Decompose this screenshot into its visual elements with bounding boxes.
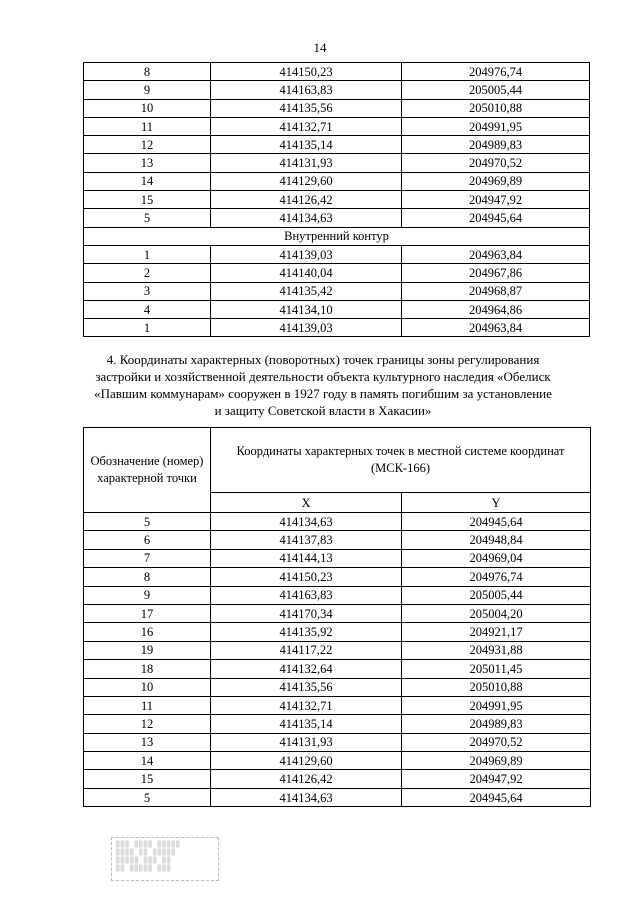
table-row [84,660,591,678]
x-coordinate-cell: 414129,60 [211,752,402,770]
x-coordinate-cell: 414140,04 [211,264,402,282]
x-coordinate-cell: 414139,03 [211,319,402,337]
table-row [84,733,591,751]
y-coordinate-cell: 205011,45 [402,660,591,678]
table-row [84,568,591,586]
point-number-cell: 10 [84,99,211,117]
y-coordinate-cell: 204963,84 [402,245,590,263]
point-number-cell: 14 [84,172,211,190]
x-coordinate-cell: 414129,60 [211,172,402,190]
y-coordinate-cell: 204948,84 [402,531,591,549]
coordinates-table-continued [83,62,590,337]
y-coordinate-cell: 204963,84 [402,319,590,337]
document-stamp: ▒▒▒ ▒▒▒▒ ▒▒▒▒▒ ▒▒▒▒ ▒▒ ▒▒▒▒▒ ▒▒▒▒▒ ▒▒▒ ▒▒ ▒▒ ▒▒▒▒▒ ▒▒▒ [111,837,219,881]
x-coordinate-cell: 414150,23 [211,63,402,81]
table-row [84,117,590,135]
point-number-cell: 15 [84,770,211,788]
point-number-cell: 8 [84,63,211,81]
point-number-cell: 10 [84,678,211,696]
table2-body [84,513,591,807]
point-number-cell: 5 [84,788,211,806]
y-coordinate-cell: 204947,92 [402,770,591,788]
point-number-cell: 15 [84,191,211,209]
table-row [84,715,591,733]
boundary-coordinates-table [83,427,591,807]
table-row [84,770,591,788]
x-coordinate-cell: 414163,83 [211,586,402,604]
y-coordinate-cell: 204989,83 [402,136,590,154]
y-coordinate-cell: 204921,17 [402,623,591,641]
y-coordinate-cell: 204970,52 [402,733,591,751]
table-row [84,604,591,622]
y-coordinate-cell: 204968,87 [402,282,590,300]
point-number-cell: 5 [84,209,211,227]
y-coordinate-cell: 204947,92 [402,191,590,209]
header-x: X [211,493,402,513]
inner-contour-row [84,227,590,245]
x-coordinate-cell: 414132,71 [211,117,402,135]
table-row [84,300,590,318]
point-number-cell: 12 [84,715,211,733]
table-row [84,696,591,714]
table-row [84,531,591,549]
table-row [84,549,591,567]
table-row [84,752,591,770]
point-number-cell: 19 [84,641,211,659]
y-coordinate-cell: 205010,88 [402,99,590,117]
inner-contour-label: Внутренний контур [84,227,590,245]
table-row [84,586,591,604]
table-row [84,63,590,81]
section-4-title: 4. Координаты характерных (поворотных) точек границы зоны регулирования застройки и хозяйственной деятельности объекта культурного наследия «Обелиск «Павшим коммунарам» сооружен в 1927 году в память погибшим за установление и защиту Советской власти в Хакасии» [94,352,552,418]
point-number-cell: 7 [84,549,211,567]
x-coordinate-cell: 414134,63 [211,209,402,227]
point-number-cell: 1 [84,319,211,337]
point-number-cell: 9 [84,81,211,99]
y-coordinate-cell: 204991,95 [402,696,591,714]
table-row [84,209,590,227]
y-coordinate-cell: 205005,44 [402,586,591,604]
point-number-cell: 16 [84,623,211,641]
y-coordinate-cell: 204991,95 [402,117,590,135]
x-coordinate-cell: 414137,83 [211,531,402,549]
x-coordinate-cell: 414132,71 [211,696,402,714]
table-row [84,788,591,806]
table-row [84,678,591,696]
table-row [84,81,590,99]
y-coordinate-cell: 205010,88 [402,678,591,696]
table2-header [84,428,591,513]
table-row [84,245,590,263]
point-number-cell: 3 [84,282,211,300]
point-number-cell: 6 [84,531,211,549]
header-designation: Обозначение (номер) характерной точки [84,428,211,513]
point-number-cell: 13 [84,733,211,751]
x-coordinate-cell: 414139,03 [211,245,402,263]
y-coordinate-cell: 205005,44 [402,81,590,99]
table-row [84,264,590,282]
y-coordinate-cell: 204969,89 [402,172,590,190]
x-coordinate-cell: 414135,56 [211,99,402,117]
point-number-cell: 14 [84,752,211,770]
table-row [84,513,591,531]
point-number-cell: 8 [84,568,211,586]
table-row [84,282,590,300]
y-coordinate-cell: 204970,52 [402,154,590,172]
table1-body [84,63,590,337]
point-number-cell: 17 [84,604,211,622]
table-row [84,623,591,641]
point-number-cell: 18 [84,660,211,678]
x-coordinate-cell: 414135,14 [211,136,402,154]
x-coordinate-cell: 414134,10 [211,300,402,318]
x-coordinate-cell: 414134,63 [211,513,402,531]
x-coordinate-cell: 414131,93 [211,154,402,172]
table-row [84,641,591,659]
y-coordinate-cell: 204976,74 [402,568,591,586]
y-coordinate-cell: 204931,88 [402,641,591,659]
table-row [84,99,590,117]
x-coordinate-cell: 414117,22 [211,641,402,659]
y-coordinate-cell: 204969,89 [402,752,591,770]
page-number: 14 [313,40,327,55]
point-number-cell: 4 [84,300,211,318]
y-coordinate-cell: 204967,86 [402,264,590,282]
x-coordinate-cell: 414132,64 [211,660,402,678]
point-number-cell: 11 [84,117,211,135]
y-coordinate-cell: 204989,83 [402,715,591,733]
x-coordinate-cell: 414126,42 [211,770,402,788]
x-coordinate-cell: 414131,93 [211,733,402,751]
point-number-cell: 9 [84,586,211,604]
point-number-cell: 5 [84,513,211,531]
x-coordinate-cell: 414163,83 [211,81,402,99]
x-coordinate-cell: 414134,63 [211,788,402,806]
table-row [84,136,590,154]
point-number-cell: 2 [84,264,211,282]
table-row [84,191,590,209]
y-coordinate-cell: 204976,74 [402,63,590,81]
x-coordinate-cell: 414135,42 [211,282,402,300]
point-number-cell: 12 [84,136,211,154]
point-number-cell: 13 [84,154,211,172]
y-coordinate-cell: 205004,20 [402,604,591,622]
table-row [84,319,590,337]
x-coordinate-cell: 414135,92 [211,623,402,641]
table-row [84,172,590,190]
x-coordinate-cell: 414135,14 [211,715,402,733]
point-number-cell: 11 [84,696,211,714]
x-coordinate-cell: 414150,23 [211,568,402,586]
x-coordinate-cell: 414135,56 [211,678,402,696]
header-y: Y [402,493,591,513]
y-coordinate-cell: 204945,64 [402,209,590,227]
x-coordinate-cell: 414126,42 [211,191,402,209]
table-row [84,154,590,172]
x-coordinate-cell: 414144,13 [211,549,402,567]
x-coordinate-cell: 414170,34 [211,604,402,622]
y-coordinate-cell: 204964,86 [402,300,590,318]
y-coordinate-cell: 204945,64 [402,788,591,806]
y-coordinate-cell: 204969,04 [402,549,591,567]
y-coordinate-cell: 204945,64 [402,513,591,531]
point-number-cell: 1 [84,245,211,263]
header-coordinates: Координаты характерных точек в местной системе координат (МСК-166) [211,428,591,493]
